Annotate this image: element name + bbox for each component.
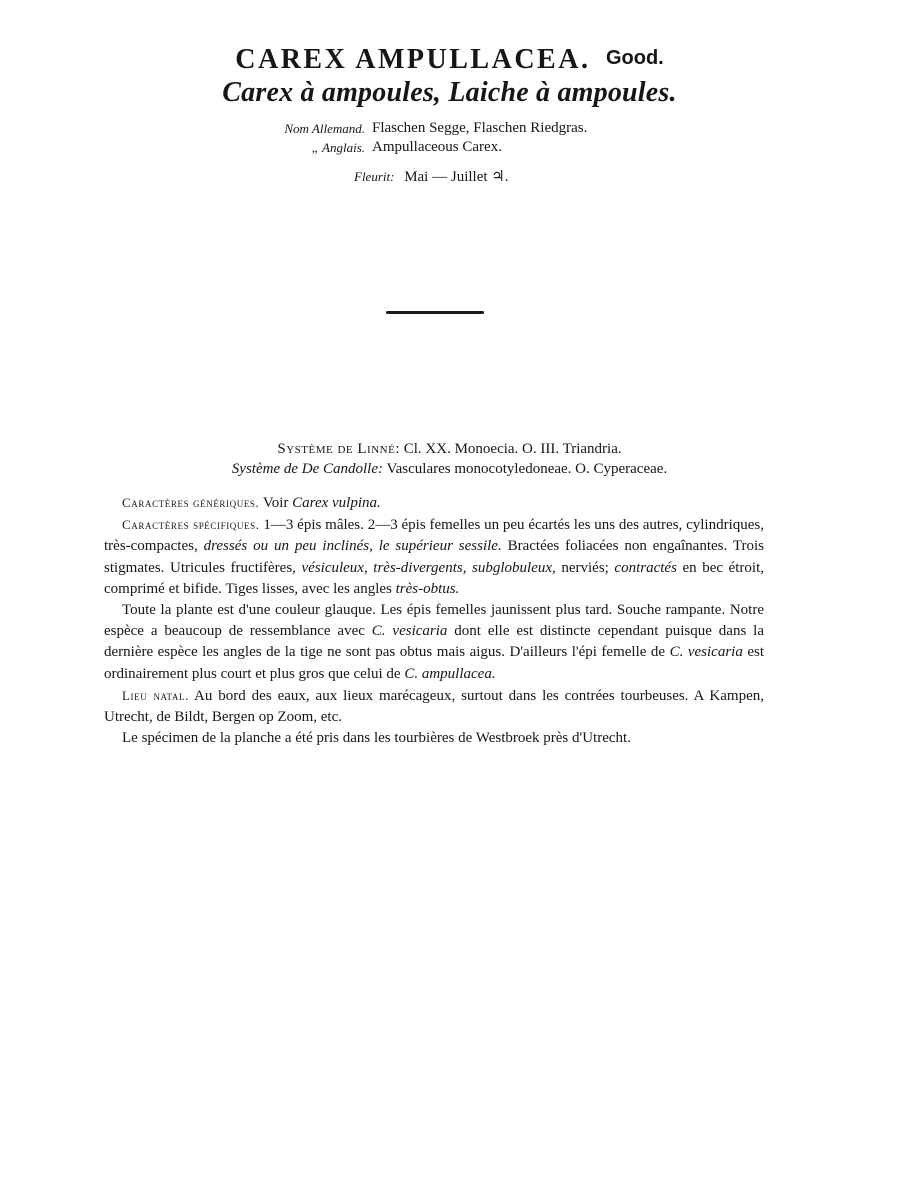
specific-text-3: Bractées foliacées non engaînantes. Trois stigmates. Utricules fructifères, [104,538,765,576]
specific-text-8: très-obtus. [395,580,460,597]
lieu-text: Au bord des eaux, aux lieux marécageux, surtout dans les contrées tourbeuses. A Kampen, Utrecht, de Bildt, Bergen op Zoom, etc. [104,687,764,726]
specific-text-2: dressés ou un peu inclinés, le supérieur sessile. [203,538,502,555]
flowering-value: Mai — Juillet ♃. [404,169,509,185]
german-label: Nom Allemand. [284,121,365,136]
english-label: „ Anglais. [311,140,365,155]
specific-text-1: 1—3 épis mâles. 2—3 épis femelles un peu écartés les uns des autres, cylindriques, très-compactes, [104,517,765,555]
common-names [0,119,899,157]
lieu-label: Lieu natal. [122,687,189,703]
generic-characters [104,492,764,514]
flowering-period [354,167,508,186]
candolle-value: Vasculares monocotyledoneae. O. Cyperaceae. [386,461,668,477]
species-title [0,44,899,76]
description-body [104,492,764,749]
para2-text-3: dont elle est distincte cependant puisque dans la dernière espèce les angles de la tige ne sont pas obtus mais aigus. D'ailleurs l'épi femelle de [104,623,764,661]
german-value: Flaschen Segge, Flaschen Riedgras. [372,120,588,136]
flowering-label: Fleurit: [354,169,395,184]
para2-text-5: est ordinairement plus court et plus gros que celui de [104,644,765,682]
linne-label: Système de Linné: [277,441,400,457]
specific-text-4: vésiculeux, très-divergents, subglobuleux, [301,559,556,576]
linne-value: Cl. XX. Monoecia. O. III. Triandria. [403,441,622,457]
divider-rule [386,311,484,314]
generic-text: Voir [262,495,289,511]
common-name-english [0,138,899,157]
para2-text-4: C. vesicaria [669,644,743,661]
author-abbrev: Good. [605,47,664,69]
candolle-label: Système de De Candolle: [231,461,383,477]
specific-label: Caractères spécifiques. [122,517,260,533]
english-value: Ampullaceous Carex. [372,139,502,155]
species-name: CAREX AMPULLACEA. [235,44,591,75]
specific-text-7: en bec étroit, comprimé et bifide. Tiges lisses, avec les angles [104,559,765,597]
para2-text-2: C. vesicaria [371,623,448,640]
general-description [104,600,764,685]
generic-label: Caractères génériques. [122,495,260,510]
para2-text-6: C. ampullacea. [404,665,496,682]
specific-text-6: contractés [614,559,677,576]
generic-ref: Carex vulpina. [292,495,381,511]
specimen-text: Le spécimen de la planche a été pris dans les tourbières de Westbroek près d'Utrecht. [122,730,631,747]
linne-system [0,438,899,460]
common-name-german [0,119,899,138]
candolle-system [0,458,899,480]
specific-text-5: nerviés; [561,559,609,576]
para2-text-1: Toute la plante est d'une couleur glauque. Les épis femelles jaunissent plus tard. Souche rampante. Notre espèce a beaucoup de ressemblance avec [104,602,764,640]
species-subtitle: Carex à ampoules, Laiche à ampoules. [222,77,677,108]
specific-characters [104,514,764,600]
native-habitat [104,685,764,728]
specimen-note [104,728,764,749]
